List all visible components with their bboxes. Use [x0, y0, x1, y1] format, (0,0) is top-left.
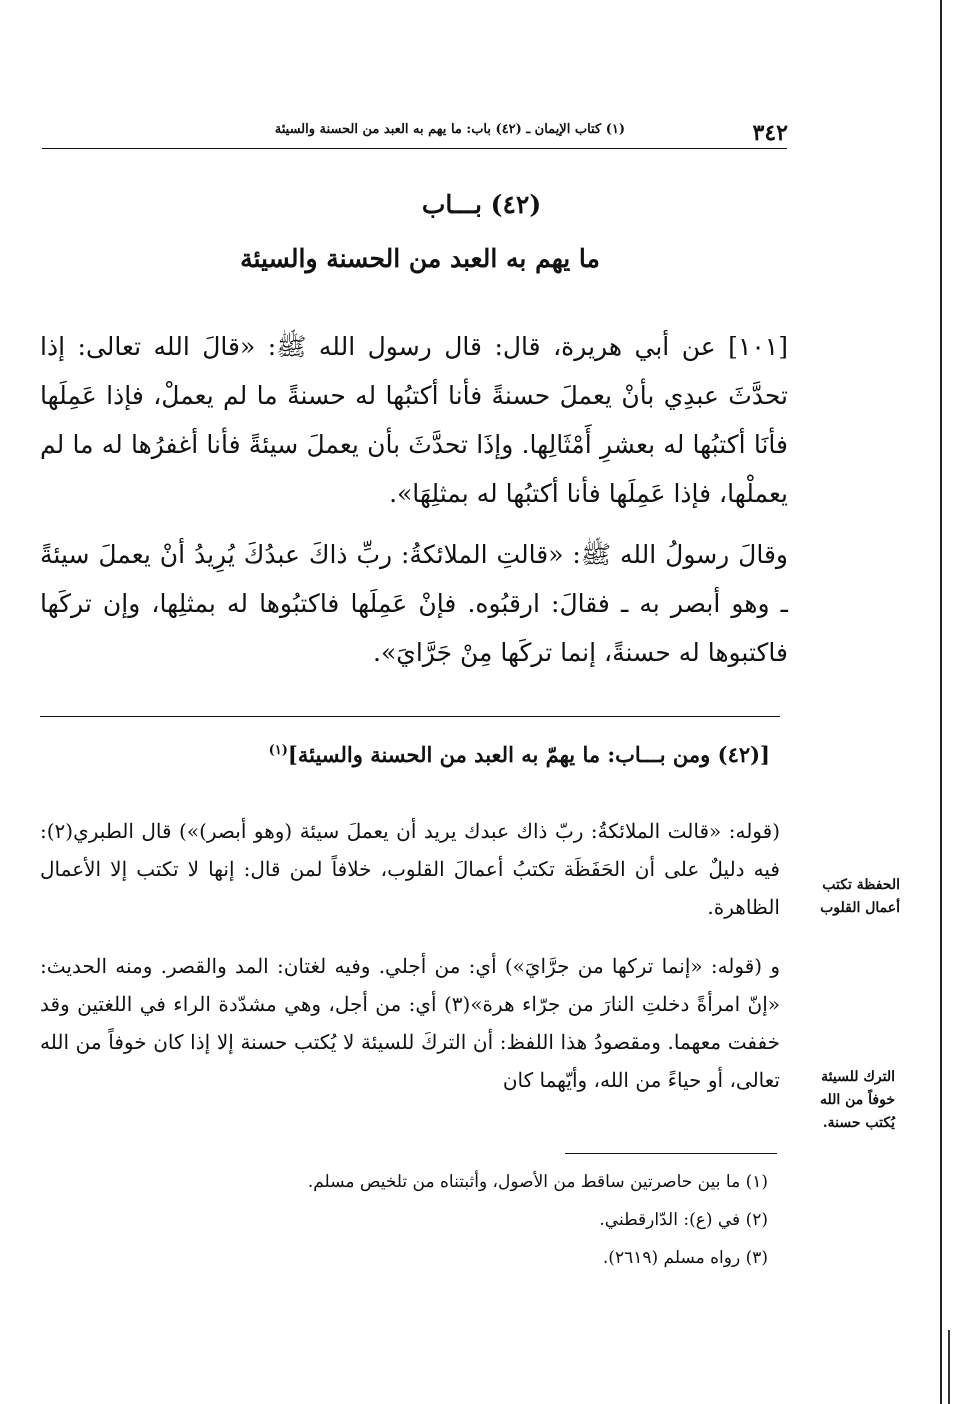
- running-title: (١) كتاب الإيمان ـ (٤٢) باب: ما يهم به العبد من الحسنة والسيئة: [274, 122, 625, 137]
- commentary-title-text: [(٤٢) ومن بـــاب: ما يهمّ به العبد من الحسنة والسيئة]: [287, 742, 770, 767]
- scan-edge-line-lower: [948, 1330, 950, 1404]
- chapter-label: (٤٢) بـــاب: [421, 190, 542, 219]
- commentary-title: [150, 742, 770, 767]
- footnote-divider: [565, 1153, 777, 1154]
- header-divider: [42, 148, 787, 149]
- footnote-3: (٣) رواه مسلم (٢٦١٩).: [602, 1248, 768, 1268]
- margin-note-2: الترك للسيئة خوفاً من الله يُكتب حسنة.: [819, 1069, 895, 1131]
- margin-note-1: الحفظة تكتب أعمال القلوب: [820, 877, 900, 916]
- commentary-title-footnote-ref: (١): [268, 743, 288, 758]
- scan-edge-line: [940, 0, 942, 1404]
- chapter-title: ما يهم به العبد من الحسنة والسيئة: [240, 244, 600, 273]
- commentary-paragraph-1: (قوله: «قالت الملائكةُ: ربّ ذاك عبدك يريد أن يعملَ سيئة (وهو أبصر)») قال الطبري(٢): فيه دليلٌ على أن الحَفَظَة تكتبُ أعمالَ القلوب، خلافاً لمن قال: إنها لا تكتب إلا الأعمال الظاهرة.: [40, 819, 780, 919]
- hadith-paragraph-1: [١٠١] عن أبي هريرة، قال: قال رسول الله ﷺ: «قالَ الله تعالى: إذا تحدَّثَ عبدِي بأنْ يعملَ حسنةً فأنا أكتبُها له حسنةً ما لم يعملْ، فإذا عَمِلَها فأنَا أكتبُها له بعشرِ أَمْثَالِها. وإذَا تحدَّثَ بأن يعملَ سيئةً فأنا أغفرُها له ما لم يعملْها، فإذا عَمِلَها فأنا أكتبُها له بمثلِهَا».: [40, 332, 788, 508]
- page-number: ٣٤٢: [752, 120, 788, 146]
- footnote-1: (١) ما بين حاصرتين ساقط من الأصول، وأثبتناه من تلخيص مسلم.: [307, 1172, 768, 1192]
- commentary-paragraph-2: و (قوله: «إنما تركها من جرَّايَ») أي: من أجلي. وفيه لغتان: المد والقصر. ومنه الحديث: «إنّ امرأةً دخلتِ النارَ من جرّاء هرة»(٣) أي: من أجل، وهي مشدّدة الراء في اللغتين وقد خففت معهما. ومقصودُ هذا اللفظ: أن التركَ للسيئة لا يُكتب حسنة إلا إذا كان خوفاً من الله تعالى، أو حياءً من الله، وأيّهما كان: [40, 954, 780, 1092]
- footnote-2: (٢) في (ع): الدّارقطني.: [599, 1210, 768, 1230]
- section-divider: [40, 716, 780, 717]
- hadith-paragraph-2: وقالَ رسولُ الله ﷺ: «قالتِ الملائكةُ: ربِّ ذاكَ عبدُكَ يُرِيدُ أنْ يعملَ سيئةً ـ وهو أبصر به ـ فقالَ: ارقبُوه. فإنْ عَمِلَها فاكتبُوها له بمثلِها، وإن تركَها فاكتبوها له حسنةً، إنما تركَها مِنْ جَرَّايَ».: [40, 540, 788, 667]
